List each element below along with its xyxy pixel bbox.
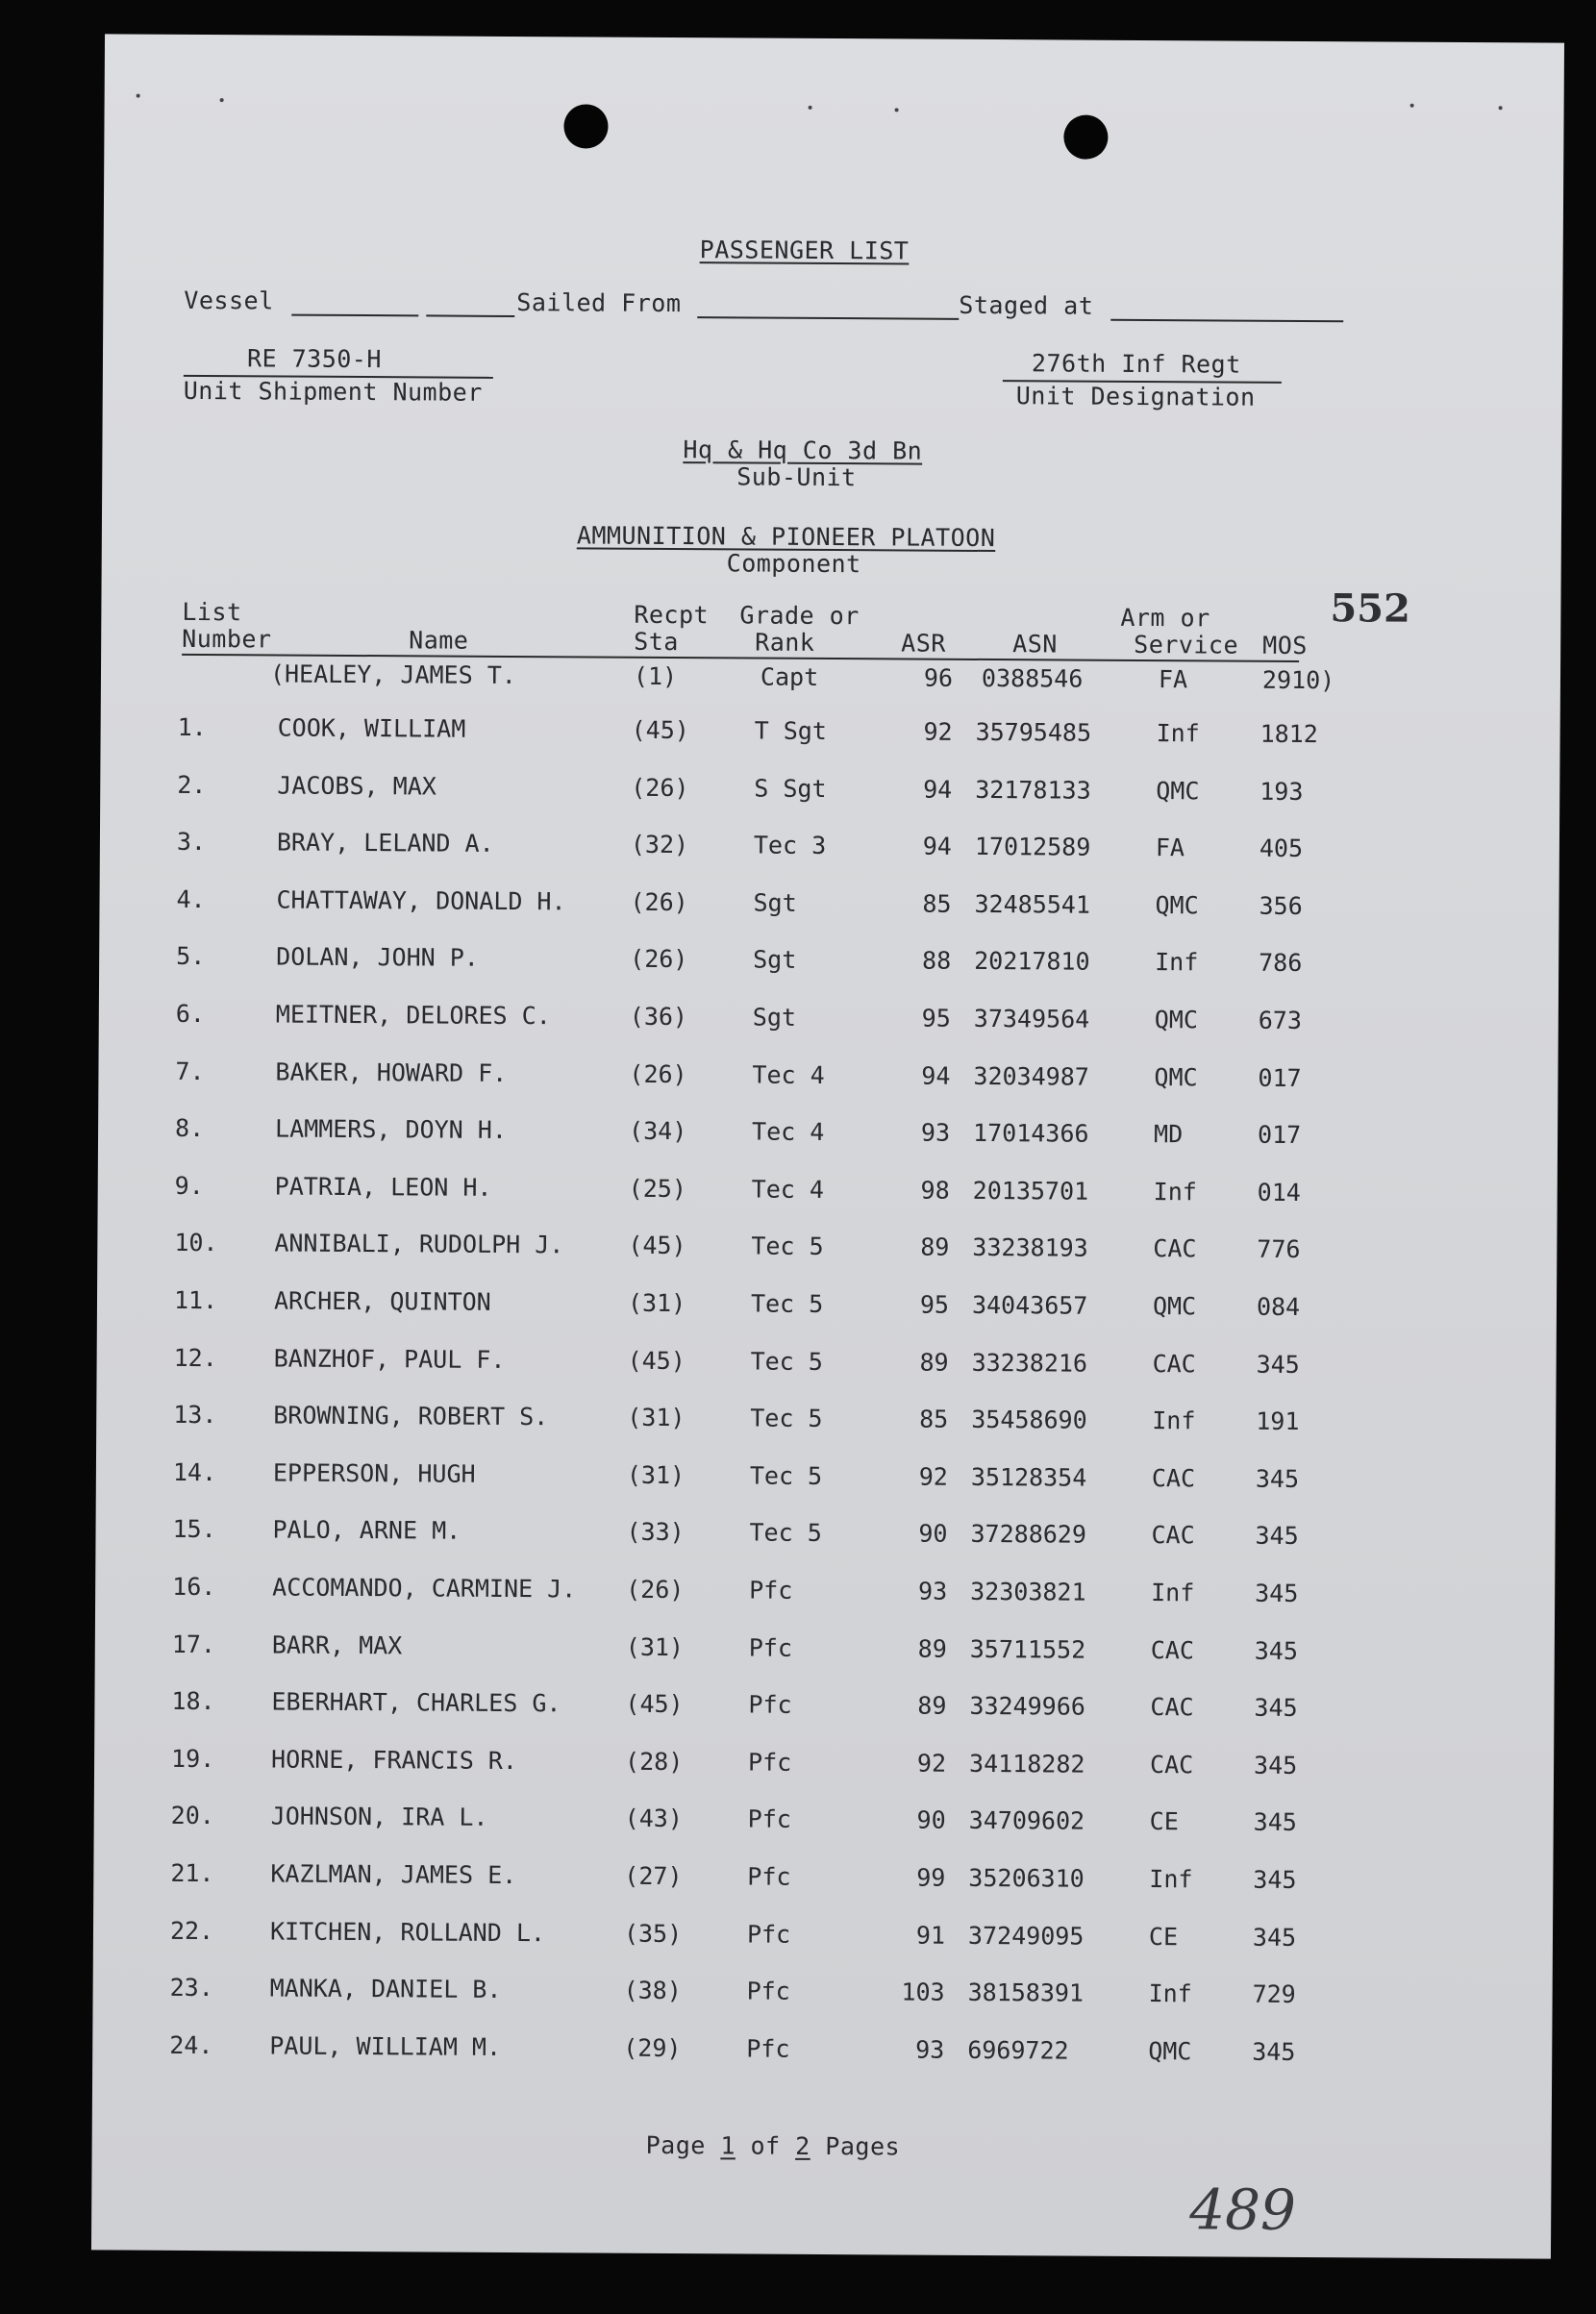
row-recpt-sta: (31) [626, 1460, 686, 1490]
row-name: JOHNSON, IRA L. [270, 1802, 488, 1831]
row-asr: 89 [917, 1634, 947, 1663]
row-arm: CAC [1153, 1234, 1197, 1263]
row-grade: Tec 4 [752, 1117, 825, 1146]
page-total: 2 [795, 2131, 810, 2160]
row-list-number: 1. [177, 712, 207, 742]
row-asn: 35458690 [971, 1405, 1087, 1434]
row-asr: 85 [919, 1405, 949, 1433]
row-list-number: 13. [173, 1400, 217, 1430]
row-arm: Inf [1156, 719, 1200, 748]
row-name: ACCOMANDO, CARMINE J. [272, 1573, 577, 1604]
row-recpt-sta: (45) [628, 1231, 686, 1260]
row-mos: 1812 [1259, 719, 1318, 749]
row-asn: 32034987 [973, 1061, 1089, 1091]
row-name: BROWNING, ROBERT S. [273, 1401, 549, 1431]
row-grade: Pfc [747, 1748, 792, 1777]
row-grade: Tec 5 [750, 1289, 824, 1318]
row-arm: CAC [1151, 1521, 1195, 1550]
row-grade: Tec 4 [752, 1060, 825, 1089]
row-recpt-sta: (32) [630, 830, 689, 859]
row-grade: Pfc [746, 2034, 790, 2063]
row-name: HORNE, FRANCIS R. [271, 1745, 518, 1776]
row-mos: 345 [1252, 1923, 1297, 1952]
row-asr: 95 [921, 1004, 951, 1033]
row-name: PAUL, WILLIAM M. [269, 2031, 502, 2061]
row-grade: Sgt [752, 1003, 797, 1032]
row-mos: 405 [1259, 834, 1304, 863]
row-recpt-sta: (45) [625, 1689, 684, 1719]
row-list-number: 8. [175, 1113, 205, 1143]
row-grade: Tec 5 [750, 1404, 823, 1432]
row-asn: 35795485 [975, 717, 1092, 747]
paper-speck [1499, 106, 1503, 110]
row-arm: CAC [1152, 1350, 1196, 1379]
row-recpt-sta: (34) [629, 1116, 687, 1146]
pages-label: Pages [825, 2132, 901, 2161]
row-mos: 345 [1255, 1521, 1299, 1550]
row-grade: Sgt [753, 888, 797, 917]
row-mos: 345 [1254, 1636, 1299, 1665]
officer-mos: 2910) [1261, 665, 1335, 695]
vessel-blank-2 [426, 314, 514, 317]
row-list-number: 18. [171, 1686, 215, 1716]
row-name: KITCHEN, ROLLAND L. [269, 1917, 546, 1948]
sailed-from-blank [697, 316, 959, 320]
row-asn: 33249966 [969, 1691, 1085, 1721]
row-list-number: 16. [172, 1572, 216, 1602]
col-grade-2: Rank [755, 628, 815, 657]
row-asn: 34709602 [968, 1805, 1085, 1835]
row-asn: 20217810 [974, 946, 1090, 976]
row-arm: MD [1153, 1120, 1184, 1149]
row-asn: 37349564 [973, 1004, 1090, 1033]
row-list-number: 4. [176, 884, 206, 914]
row-recpt-sta: (29) [623, 2033, 682, 2063]
row-list-number: 6. [175, 999, 206, 1029]
row-arm: FA [1155, 834, 1185, 862]
row-name: PALO, ARNE M. [272, 1515, 461, 1545]
row-asr: 98 [920, 1176, 950, 1205]
row-arm: CAC [1150, 1636, 1195, 1665]
row-list-number: 21. [170, 1858, 214, 1888]
row-grade: Tec 5 [750, 1347, 823, 1376]
row-arm: CAC [1149, 1751, 1194, 1779]
row-asr: 90 [918, 1519, 948, 1548]
row-recpt-sta: (31) [627, 1403, 686, 1432]
stamp-number: 552 [1330, 585, 1411, 632]
row-asr: 93 [915, 2035, 945, 2064]
row-list-number: 3. [176, 827, 207, 857]
row-grade: Pfc [748, 1633, 793, 1662]
punch-hole-right [1063, 114, 1108, 159]
row-mos: 017 [1257, 1120, 1302, 1150]
row-recpt-sta: (36) [629, 1002, 688, 1032]
row-name: DOLAN, JOHN P. [276, 942, 479, 972]
row-name: ANNIBALI, RUDOLPH J. [274, 1229, 564, 1259]
row-grade: Pfc [747, 1862, 791, 1891]
row-recpt-sta: (27) [624, 1861, 683, 1891]
row-name: JACOBS, MAX [277, 771, 436, 801]
paper-speck [220, 98, 224, 102]
sailed-from-label: Sailed From [516, 288, 682, 318]
row-recpt-sta: (45) [631, 715, 689, 745]
row-arm: Inf [1153, 1178, 1197, 1207]
row-asr: 95 [919, 1290, 950, 1319]
row-list-number: 15. [172, 1514, 216, 1544]
row-arm: Inf [1149, 1865, 1193, 1894]
sub-unit: Hq & Hq Co 3d Bn [683, 435, 923, 465]
vessel-blank [291, 314, 418, 317]
row-arm: QMC [1154, 1063, 1198, 1092]
handwritten-number: 489 [1189, 2177, 1297, 2243]
col-asn: ASN [1012, 630, 1058, 659]
row-asr: 90 [916, 1805, 946, 1834]
row-name: BAKER, HOWARD F. [275, 1057, 508, 1087]
row-arm: Inf [1148, 1979, 1192, 2008]
row-asr: 89 [920, 1232, 950, 1261]
row-list-number: 22. [169, 1916, 214, 1946]
row-name: EPPERSON, HUGH [272, 1458, 476, 1488]
page-label: Page [645, 2130, 706, 2160]
row-list-number: 11. [173, 1285, 218, 1315]
row-mos: 345 [1255, 1464, 1300, 1493]
page-current: 1 [720, 2131, 736, 2160]
officer-asn: 0388546 [981, 663, 1084, 693]
row-asr: 103 [901, 1978, 945, 2006]
row-mos: 345 [1256, 1350, 1300, 1380]
component: AMMUNITION & PIONEER PLATOON [576, 521, 996, 553]
row-mos: 345 [1253, 1751, 1298, 1779]
officer-arm: FA [1158, 665, 1188, 694]
row-arm: Inf [1152, 1406, 1196, 1435]
row-name: BANZHOF, PAUL F. [273, 1344, 506, 1374]
row-grade: Tec 5 [751, 1232, 824, 1260]
row-list-number: 9. [174, 1171, 204, 1201]
row-mos: 729 [1252, 1979, 1296, 2008]
row-asn: 35128354 [970, 1462, 1087, 1492]
row-asr: 94 [922, 832, 952, 860]
row-grade: Pfc [749, 1576, 793, 1605]
row-grade: Tec 5 [749, 1461, 823, 1490]
row-recpt-sta: (26) [630, 944, 688, 974]
col-grade-1: Grade or [739, 601, 860, 631]
row-arm: CE [1149, 1807, 1179, 1836]
row-list-number: 24. [169, 2030, 213, 2060]
row-grade: Tec 5 [749, 1518, 822, 1547]
paper-speck [1410, 104, 1414, 108]
vessel-label: Vessel [184, 286, 274, 315]
row-recpt-sta: (26) [630, 887, 688, 917]
document-title: PASSENGER LIST [699, 236, 910, 265]
row-name: PATRIA, LEON H. [274, 1172, 492, 1202]
row-list-number: 12. [173, 1343, 217, 1373]
row-name: CHATTAWAY, DONALD H. [276, 885, 566, 916]
row-mos: 345 [1253, 1865, 1297, 1894]
row-mos: 673 [1258, 1006, 1303, 1035]
page-indicator [646, 2131, 901, 2161]
row-recpt-sta: (43) [624, 1804, 684, 1833]
row-asn: 17012589 [974, 832, 1091, 861]
row-asn: 34118282 [968, 1749, 1085, 1779]
row-arm: CAC [1151, 1464, 1196, 1493]
shipment-number-label: Unit Shipment Number [183, 376, 483, 407]
row-asn: 33238193 [972, 1232, 1088, 1262]
row-asr: 93 [917, 1577, 948, 1605]
row-mos: 776 [1257, 1234, 1301, 1264]
row-mos: 345 [1254, 1693, 1298, 1722]
row-name: COOK, WILLIAM [277, 713, 466, 743]
row-grade: S Sgt [754, 774, 827, 803]
row-arm: QMC [1156, 777, 1200, 806]
unit-designation: 276th Inf Regt [1031, 349, 1241, 379]
row-arm: QMC [1152, 1292, 1197, 1321]
row-recpt-sta: (31) [627, 1288, 686, 1318]
col-list-number-1: List [182, 597, 242, 627]
row-asn: 34043657 [971, 1290, 1088, 1320]
staged-at-label: Staged at [959, 290, 1094, 320]
row-list-number: 14. [172, 1457, 217, 1487]
row-asr: 94 [921, 1061, 951, 1090]
paper-speck [809, 106, 812, 110]
row-grade: Tec 3 [753, 831, 827, 859]
row-asr: 91 [915, 1921, 946, 1950]
row-recpt-sta: (33) [626, 1517, 685, 1547]
component-label: Component [726, 549, 861, 579]
row-recpt-sta: (26) [631, 773, 689, 803]
row-name: KAZLMAN, JAMES E. [270, 1859, 517, 1890]
row-mos: 356 [1259, 891, 1303, 921]
row-asn: 35206310 [968, 1863, 1085, 1893]
col-list-number-2: Number [182, 624, 272, 654]
row-recpt-sta: (26) [626, 1575, 685, 1605]
row-list-number: 5. [176, 941, 206, 971]
staged-at-blank [1110, 319, 1343, 322]
row-mos: 084 [1256, 1292, 1301, 1322]
row-grade: Tec 4 [751, 1175, 825, 1204]
row-grade: T Sgt [754, 716, 827, 745]
row-mos: 193 [1259, 777, 1304, 807]
row-asr: 88 [921, 946, 952, 975]
row-list-number: 10. [174, 1228, 218, 1257]
officer-grade: Capt [760, 662, 819, 691]
sub-unit-label: Sub-Unit [736, 462, 857, 492]
row-asn: 37288629 [970, 1519, 1087, 1549]
row-arm: QMC [1148, 2037, 1192, 2066]
row-arm: Inf [1155, 948, 1199, 977]
row-grade: Pfc [748, 1690, 792, 1719]
row-list-number: 23. [169, 1973, 213, 2003]
row-asr: 94 [923, 775, 953, 804]
row-list-number: 2. [177, 770, 207, 800]
col-asr: ASR [901, 629, 946, 658]
col-recpt-1: Recpt [634, 600, 710, 630]
col-recpt-2: Sta [634, 627, 679, 657]
row-mos: 345 [1255, 1579, 1299, 1607]
row-name: BRAY, LELAND A. [276, 828, 494, 858]
row-list-number: 19. [171, 1744, 215, 1774]
row-asn: 20135701 [972, 1176, 1089, 1206]
row-recpt-sta: (38) [623, 1976, 682, 2005]
row-asr: 92 [918, 1462, 948, 1491]
row-asn: 33238216 [971, 1348, 1088, 1378]
row-asn: 6969722 [967, 2035, 1069, 2065]
row-list-number: 17. [171, 1630, 216, 1659]
row-asn: 17014366 [973, 1118, 1089, 1148]
paper-speck [137, 94, 140, 98]
row-grade: Pfc [746, 1920, 791, 1949]
row-name: MEITNER, DELORES C. [275, 1000, 551, 1031]
row-list-number: 7. [175, 1057, 205, 1086]
row-asn: 32178133 [975, 775, 1091, 805]
col-arm-2: Service [1134, 630, 1239, 659]
row-asr: 92 [923, 717, 953, 746]
row-name: MANKA, DANIEL B. [269, 1974, 502, 2003]
officer-sta: (1) [633, 661, 678, 691]
row-mos: 014 [1257, 1178, 1301, 1207]
row-arm: CE [1148, 1923, 1179, 1952]
row-asn: 38158391 [967, 1978, 1085, 2007]
officer-name: (HEALEY, JAMES T. [269, 659, 516, 690]
row-asn: 32485541 [974, 889, 1091, 919]
row-asr: 89 [919, 1348, 949, 1377]
row-recpt-sta: (35) [623, 1919, 683, 1949]
row-asr: 89 [917, 1691, 947, 1720]
of-label: of [750, 2131, 781, 2160]
row-arm: QMC [1154, 1006, 1199, 1034]
row-mos: 191 [1256, 1406, 1300, 1436]
row-name: EBERHART, CHARLES G. [271, 1687, 561, 1718]
row-asn: 37249095 [967, 1921, 1085, 1951]
shipment-number: RE 7350-H [246, 344, 383, 374]
row-asn: 32303821 [970, 1577, 1086, 1606]
row-recpt-sta: (28) [624, 1747, 684, 1777]
punch-hole-left [563, 104, 608, 148]
document-page [91, 34, 1564, 2258]
row-asr: 92 [916, 1749, 947, 1778]
row-mos: 017 [1258, 1063, 1302, 1093]
unit-designation-label: Unit Designation [1015, 382, 1256, 411]
row-arm: Inf [1151, 1579, 1195, 1607]
row-name: BARR, MAX [271, 1630, 403, 1660]
row-mos: 345 [1252, 2037, 1296, 2066]
row-asr: 99 [916, 1863, 946, 1892]
col-name: Name [409, 626, 469, 655]
row-asr: 93 [920, 1118, 951, 1147]
row-arm: CAC [1150, 1693, 1194, 1722]
row-recpt-sta: (45) [627, 1346, 686, 1376]
row-list-number: 20. [170, 1801, 214, 1830]
row-arm: QMC [1155, 891, 1199, 920]
row-recpt-sta: (25) [628, 1174, 687, 1204]
row-name: LAMMERS, DOYN H. [275, 1114, 508, 1144]
row-recpt-sta: (31) [625, 1632, 685, 1662]
col-arm-1: Arm or [1120, 603, 1210, 633]
row-grade: Pfc [746, 1977, 790, 2005]
row-asn: 35711552 [969, 1634, 1086, 1664]
row-mos: 345 [1253, 1807, 1297, 1836]
row-grade: Sgt [753, 945, 797, 974]
row-recpt-sta: (26) [629, 1059, 687, 1089]
officer-asr: 96 [923, 663, 954, 692]
row-mos: 786 [1259, 948, 1303, 978]
row-name: ARCHER, QUINTON [273, 1286, 491, 1316]
row-grade: Pfc [747, 1804, 791, 1833]
row-asr: 85 [922, 889, 952, 918]
col-mos: MOS [1262, 631, 1308, 660]
paper-speck [895, 108, 899, 112]
